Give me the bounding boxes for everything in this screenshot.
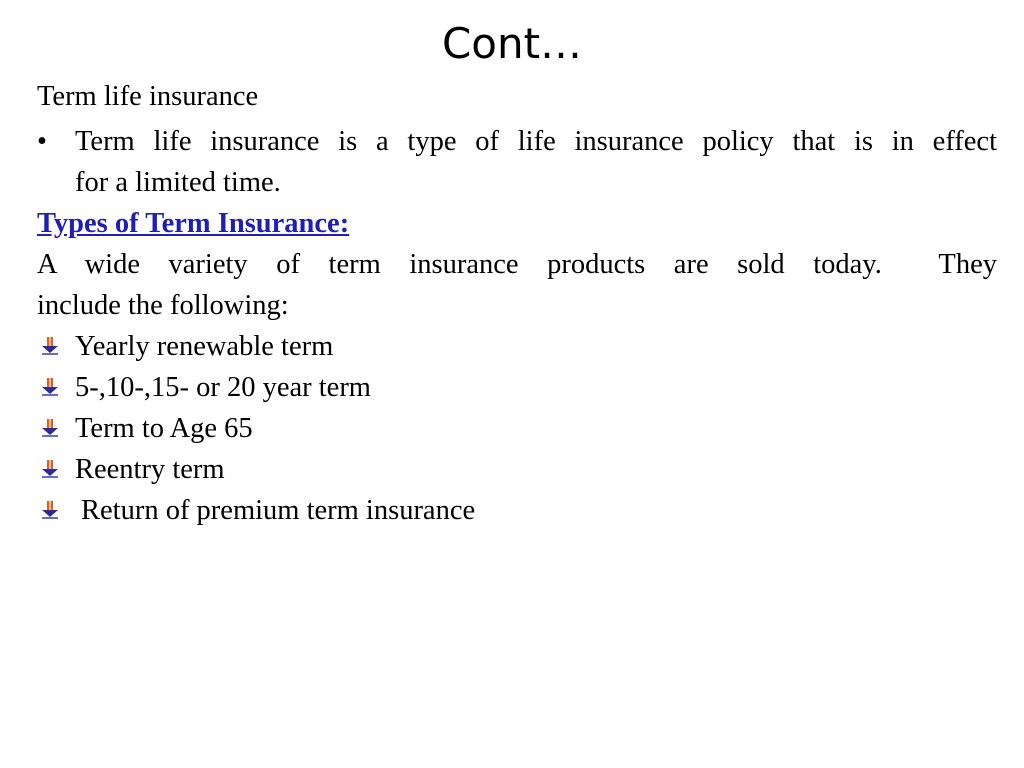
list-item-label: Return of premium term insurance <box>81 495 476 526</box>
list-item <box>37 449 997 490</box>
list-item-label: Yearly renewable term <box>75 331 334 362</box>
down-arrow-bullet-icon <box>40 336 60 356</box>
slide-title: Cont… <box>441 19 583 68</box>
intro-paragraph-line-2: include the following: <box>37 290 289 321</box>
bullet-text-line-1: Term life insurance is a type of life insurance policy that is in effect <box>75 126 997 157</box>
down-arrow-bullet-icon <box>40 500 60 520</box>
bullet-item <box>37 121 997 203</box>
bullet-text-line-2: for a limited time. <box>75 167 281 198</box>
bullet-dot-icon: • <box>37 126 47 157</box>
types-subheading: Types of Term Insurance: <box>37 208 350 239</box>
list-item <box>37 490 997 531</box>
list-item-label: Term to Age 65 <box>75 413 253 444</box>
slide-body <box>37 76 997 531</box>
list-item <box>37 326 997 367</box>
down-arrow-bullet-icon <box>40 377 60 397</box>
list-item <box>37 408 997 449</box>
list-item <box>37 367 997 408</box>
down-arrow-bullet-icon <box>40 459 60 479</box>
down-arrow-bullet-icon <box>40 418 60 438</box>
section-heading: Term life insurance <box>37 81 259 112</box>
list-item-label: Reentry term <box>75 454 225 485</box>
intro-paragraph-line-1: A wide variety of term insurance products are sold today. They <box>37 249 997 280</box>
list-item-label: 5-,10-,15- or 20 year term <box>75 372 371 403</box>
term-types-list <box>37 326 997 531</box>
